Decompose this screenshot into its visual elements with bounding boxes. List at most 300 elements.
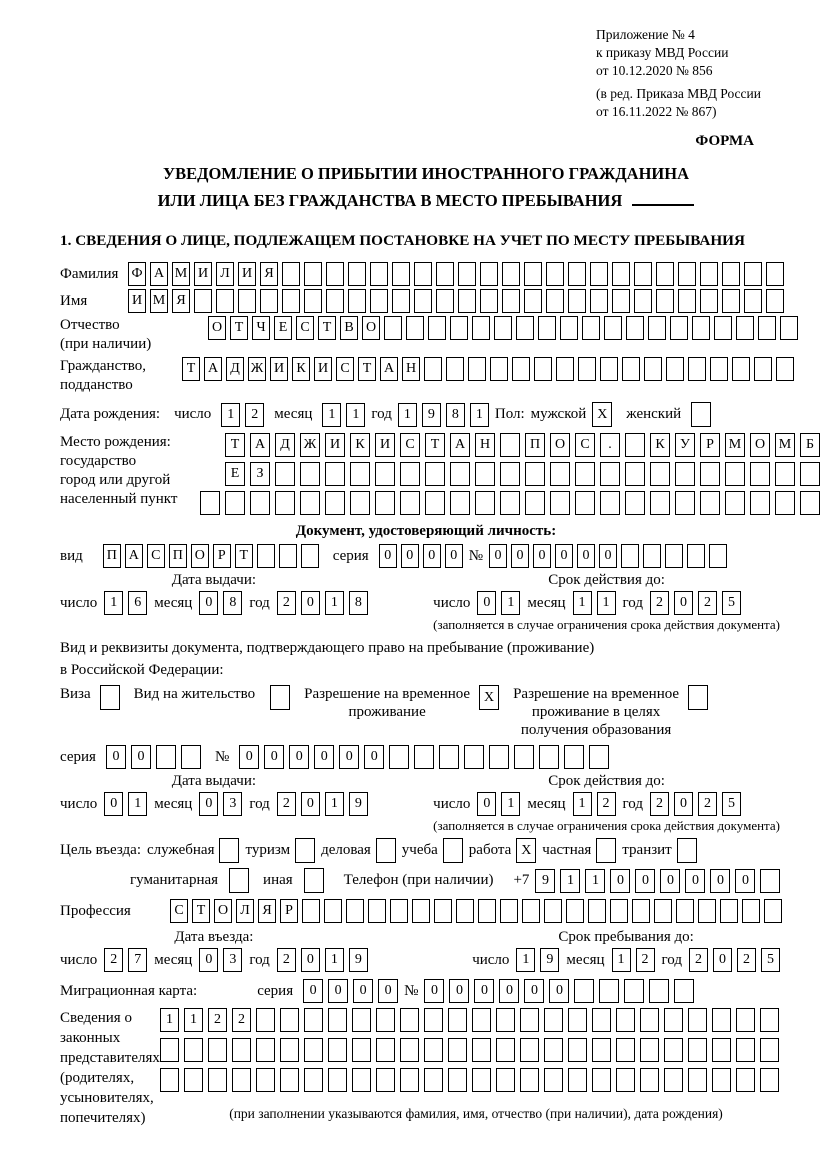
char-cell[interactable] [368, 899, 386, 923]
char-cell[interactable]: 0 [289, 745, 309, 769]
char-cell[interactable] [616, 1008, 635, 1032]
char-cell[interactable] [700, 262, 718, 286]
phone-input[interactable] [535, 869, 780, 893]
gender-male-checkbox[interactable]: X [592, 402, 612, 427]
char-cell[interactable]: 1 [560, 869, 580, 893]
purpose-transit-checkbox[interactable] [677, 838, 697, 863]
char-cell[interactable]: 0 [328, 979, 348, 1003]
residence-number-input[interactable] [239, 745, 609, 769]
char-cell[interactable] [400, 462, 420, 486]
char-cell[interactable] [544, 1068, 563, 1092]
purpose-business-checkbox[interactable] [376, 838, 396, 863]
identity-doc-kind-input[interactable] [103, 544, 319, 568]
char-cell[interactable] [643, 544, 661, 568]
char-cell[interactable]: 2 [277, 591, 296, 615]
char-cell[interactable] [208, 1038, 227, 1062]
char-cell[interactable] [375, 462, 395, 486]
char-cell[interactable] [560, 316, 578, 340]
char-cell[interactable] [625, 491, 645, 515]
char-cell[interactable]: С [336, 357, 354, 381]
char-cell[interactable] [414, 745, 434, 769]
char-cell[interactable] [574, 979, 594, 1003]
char-cell[interactable] [626, 316, 644, 340]
char-cell[interactable] [160, 1068, 179, 1092]
char-cell[interactable] [424, 1038, 443, 1062]
char-cell[interactable] [710, 357, 728, 381]
birthdate-month-input[interactable] [322, 403, 365, 427]
char-cell[interactable]: 9 [535, 869, 555, 893]
char-cell[interactable] [750, 462, 770, 486]
char-cell[interactable]: 0 [477, 792, 496, 816]
char-cell[interactable] [649, 979, 669, 1003]
char-cell[interactable]: 0 [339, 745, 359, 769]
residence-expiry-year[interactable] [650, 792, 741, 816]
char-cell[interactable]: 1 [104, 591, 123, 615]
stay-month[interactable] [612, 948, 655, 972]
char-cell[interactable] [700, 491, 720, 515]
char-cell[interactable] [568, 1068, 587, 1092]
char-cell[interactable] [589, 745, 609, 769]
char-cell[interactable] [184, 1068, 203, 1092]
char-cell[interactable]: Т [192, 899, 210, 923]
representatives-input-line1[interactable] [160, 1008, 792, 1032]
char-cell[interactable]: К [650, 433, 670, 457]
char-cell[interactable] [732, 357, 750, 381]
char-cell[interactable] [736, 1068, 755, 1092]
char-cell[interactable] [160, 1038, 179, 1062]
char-cell[interactable]: 1 [184, 1008, 203, 1032]
char-cell[interactable] [550, 462, 570, 486]
char-cell[interactable] [616, 1038, 635, 1062]
char-cell[interactable] [325, 462, 345, 486]
char-cell[interactable] [764, 899, 782, 923]
temp-residence-edu-checkbox[interactable] [688, 685, 708, 710]
char-cell[interactable]: 0 [303, 979, 323, 1003]
char-cell[interactable] [250, 491, 270, 515]
char-cell[interactable] [326, 262, 344, 286]
char-cell[interactable] [590, 262, 608, 286]
char-cell[interactable] [582, 316, 600, 340]
birthplace-input-line3[interactable] [200, 491, 820, 515]
purpose-humanitarian-checkbox[interactable] [229, 868, 249, 893]
representatives-input-line3[interactable] [160, 1068, 792, 1092]
char-cell[interactable] [675, 462, 695, 486]
char-cell[interactable] [687, 544, 705, 568]
char-cell[interactable]: 2 [650, 591, 669, 615]
char-cell[interactable] [678, 289, 696, 313]
char-cell[interactable] [275, 462, 295, 486]
char-cell[interactable] [502, 289, 520, 313]
char-cell[interactable]: О [191, 544, 209, 568]
purpose-work-checkbox[interactable]: X [516, 838, 536, 863]
char-cell[interactable] [428, 316, 446, 340]
birthplace-input-line1[interactable] [225, 433, 820, 457]
purpose-study-checkbox[interactable] [443, 838, 463, 863]
char-cell[interactable] [524, 289, 542, 313]
char-cell[interactable]: 0 [511, 544, 529, 568]
entry-day[interactable] [104, 948, 147, 972]
char-cell[interactable]: 2 [208, 1008, 227, 1032]
char-cell[interactable] [592, 1038, 611, 1062]
char-cell[interactable] [424, 1068, 443, 1092]
char-cell[interactable]: 1 [470, 403, 489, 427]
char-cell[interactable] [456, 899, 474, 923]
char-cell[interactable]: А [380, 357, 398, 381]
char-cell[interactable] [648, 316, 666, 340]
char-cell[interactable] [775, 491, 795, 515]
birthdate-day-input[interactable] [221, 403, 264, 427]
char-cell[interactable]: 0 [239, 745, 259, 769]
char-cell[interactable]: 0 [301, 948, 320, 972]
char-cell[interactable] [688, 1008, 707, 1032]
char-cell[interactable]: 9 [349, 792, 368, 816]
firstname-input[interactable] [128, 289, 784, 313]
char-cell[interactable]: 1 [516, 948, 535, 972]
char-cell[interactable]: О [362, 316, 380, 340]
char-cell[interactable]: Т [358, 357, 376, 381]
char-cell[interactable]: Т [318, 316, 336, 340]
char-cell[interactable] [640, 1038, 659, 1062]
char-cell[interactable] [370, 289, 388, 313]
char-cell[interactable] [625, 433, 645, 457]
char-cell[interactable]: 0 [424, 979, 444, 1003]
char-cell[interactable] [304, 1008, 323, 1032]
char-cell[interactable]: 8 [446, 403, 465, 427]
char-cell[interactable] [376, 1068, 395, 1092]
char-cell[interactable]: 2 [636, 948, 655, 972]
char-cell[interactable] [496, 1008, 515, 1032]
char-cell[interactable] [744, 289, 762, 313]
char-cell[interactable] [406, 316, 424, 340]
char-cell[interactable] [472, 1068, 491, 1092]
char-cell[interactable]: 2 [698, 591, 717, 615]
char-cell[interactable]: И [128, 289, 146, 313]
char-cell[interactable]: Р [700, 433, 720, 457]
char-cell[interactable]: 2 [698, 792, 717, 816]
char-cell[interactable]: 0 [499, 979, 519, 1003]
char-cell[interactable] [600, 462, 620, 486]
char-cell[interactable]: 5 [722, 792, 741, 816]
char-cell[interactable]: 0 [314, 745, 334, 769]
char-cell[interactable]: 1 [325, 948, 344, 972]
char-cell[interactable] [500, 899, 518, 923]
purpose-other-checkbox[interactable] [304, 868, 324, 893]
char-cell[interactable] [621, 544, 639, 568]
char-cell[interactable] [282, 262, 300, 286]
char-cell[interactable] [389, 745, 409, 769]
char-cell[interactable] [546, 262, 564, 286]
residence-permit-checkbox[interactable] [270, 685, 290, 710]
char-cell[interactable]: А [250, 433, 270, 457]
char-cell[interactable] [458, 289, 476, 313]
residence-issue-month[interactable] [199, 792, 242, 816]
char-cell[interactable] [538, 316, 556, 340]
char-cell[interactable] [200, 491, 220, 515]
char-cell[interactable] [256, 1038, 275, 1062]
char-cell[interactable] [260, 289, 278, 313]
char-cell[interactable] [692, 316, 710, 340]
char-cell[interactable]: 0 [660, 869, 680, 893]
gender-female-checkbox[interactable] [691, 402, 711, 427]
char-cell[interactable] [280, 1068, 299, 1092]
char-cell[interactable] [472, 1008, 491, 1032]
char-cell[interactable]: 0 [635, 869, 655, 893]
char-cell[interactable] [328, 1008, 347, 1032]
char-cell[interactable]: С [400, 433, 420, 457]
char-cell[interactable] [400, 491, 420, 515]
char-cell[interactable]: 2 [277, 948, 296, 972]
char-cell[interactable] [600, 357, 618, 381]
char-cell[interactable]: Ж [300, 433, 320, 457]
char-cell[interactable] [458, 262, 476, 286]
char-cell[interactable] [304, 1038, 323, 1062]
char-cell[interactable] [472, 1038, 491, 1062]
char-cell[interactable] [475, 491, 495, 515]
surname-input[interactable] [128, 262, 784, 286]
char-cell[interactable] [478, 899, 496, 923]
char-cell[interactable] [352, 1008, 371, 1032]
char-cell[interactable]: П [525, 433, 545, 457]
char-cell[interactable] [350, 462, 370, 486]
char-cell[interactable]: Ж [248, 357, 266, 381]
char-cell[interactable] [468, 357, 486, 381]
char-cell[interactable] [568, 1008, 587, 1032]
char-cell[interactable] [208, 1068, 227, 1092]
char-cell[interactable]: 1 [322, 403, 341, 427]
char-cell[interactable]: . [600, 433, 620, 457]
char-cell[interactable] [709, 544, 727, 568]
char-cell[interactable]: Р [213, 544, 231, 568]
char-cell[interactable] [600, 491, 620, 515]
char-cell[interactable] [588, 899, 606, 923]
char-cell[interactable] [464, 745, 484, 769]
char-cell[interactable] [722, 289, 740, 313]
char-cell[interactable]: П [169, 544, 187, 568]
char-cell[interactable]: 0 [364, 745, 384, 769]
char-cell[interactable] [714, 316, 732, 340]
char-cell[interactable] [566, 899, 584, 923]
char-cell[interactable] [590, 289, 608, 313]
representatives-input-line2[interactable] [160, 1038, 792, 1062]
char-cell[interactable]: 1 [325, 792, 344, 816]
char-cell[interactable]: К [292, 357, 310, 381]
char-cell[interactable] [448, 1068, 467, 1092]
char-cell[interactable] [500, 491, 520, 515]
char-cell[interactable] [676, 899, 694, 923]
char-cell[interactable] [632, 899, 650, 923]
char-cell[interactable] [376, 1038, 395, 1062]
char-cell[interactable]: 0 [378, 979, 398, 1003]
char-cell[interactable] [776, 357, 794, 381]
char-cell[interactable]: 2 [689, 948, 708, 972]
residence-expiry-day[interactable] [477, 792, 520, 816]
char-cell[interactable]: 0 [301, 591, 320, 615]
char-cell[interactable] [539, 745, 559, 769]
char-cell[interactable] [666, 357, 684, 381]
char-cell[interactable] [760, 1008, 779, 1032]
char-cell[interactable]: 0 [445, 544, 463, 568]
char-cell[interactable] [712, 1038, 731, 1062]
char-cell[interactable] [181, 745, 201, 769]
char-cell[interactable] [352, 1068, 371, 1092]
char-cell[interactable] [525, 462, 545, 486]
char-cell[interactable]: Н [402, 357, 420, 381]
char-cell[interactable]: 2 [245, 403, 264, 427]
char-cell[interactable] [725, 491, 745, 515]
char-cell[interactable]: 1 [612, 948, 631, 972]
char-cell[interactable] [400, 1008, 419, 1032]
char-cell[interactable] [674, 979, 694, 1003]
purpose-private-checkbox[interactable] [596, 838, 616, 863]
char-cell[interactable] [760, 869, 780, 893]
char-cell[interactable] [350, 491, 370, 515]
char-cell[interactable] [766, 289, 784, 313]
char-cell[interactable] [544, 1038, 563, 1062]
char-cell[interactable]: 0 [710, 869, 730, 893]
char-cell[interactable] [325, 491, 345, 515]
char-cell[interactable]: Е [274, 316, 292, 340]
char-cell[interactable] [496, 1038, 515, 1062]
char-cell[interactable]: Ч [252, 316, 270, 340]
stay-year[interactable] [689, 948, 780, 972]
char-cell[interactable]: 0 [489, 544, 507, 568]
char-cell[interactable] [448, 1038, 467, 1062]
char-cell[interactable] [800, 462, 820, 486]
char-cell[interactable] [520, 1038, 539, 1062]
char-cell[interactable] [775, 462, 795, 486]
char-cell[interactable] [450, 316, 468, 340]
char-cell[interactable]: 0 [301, 792, 320, 816]
char-cell[interactable] [425, 462, 445, 486]
char-cell[interactable] [612, 289, 630, 313]
char-cell[interactable]: П [103, 544, 121, 568]
char-cell[interactable]: 3 [223, 948, 242, 972]
char-cell[interactable] [348, 289, 366, 313]
char-cell[interactable]: И [375, 433, 395, 457]
char-cell[interactable]: 0 [264, 745, 284, 769]
char-cell[interactable]: 1 [325, 591, 344, 615]
char-cell[interactable]: Д [226, 357, 244, 381]
char-cell[interactable]: 0 [555, 544, 573, 568]
char-cell[interactable] [302, 899, 320, 923]
identity-issue-month[interactable] [199, 591, 242, 615]
char-cell[interactable] [348, 262, 366, 286]
identity-expiry-year[interactable] [650, 591, 741, 615]
citizenship-input[interactable] [182, 357, 794, 381]
char-cell[interactable]: 9 [349, 948, 368, 972]
char-cell[interactable] [654, 899, 672, 923]
char-cell[interactable] [326, 289, 344, 313]
entry-year[interactable] [277, 948, 368, 972]
char-cell[interactable] [472, 316, 490, 340]
char-cell[interactable] [760, 1068, 779, 1092]
char-cell[interactable] [700, 462, 720, 486]
char-cell[interactable]: 0 [423, 544, 441, 568]
char-cell[interactable]: А [150, 262, 168, 286]
char-cell[interactable] [568, 262, 586, 286]
char-cell[interactable] [520, 1008, 539, 1032]
char-cell[interactable] [664, 1068, 683, 1092]
char-cell[interactable] [544, 899, 562, 923]
char-cell[interactable] [604, 316, 622, 340]
char-cell[interactable]: 1 [573, 591, 592, 615]
char-cell[interactable] [516, 316, 534, 340]
char-cell[interactable]: 5 [722, 591, 741, 615]
char-cell[interactable] [275, 491, 295, 515]
char-cell[interactable] [750, 491, 770, 515]
temp-residence-checkbox[interactable]: X [479, 685, 499, 710]
char-cell[interactable]: 0 [104, 792, 123, 816]
char-cell[interactable] [564, 745, 584, 769]
visa-checkbox[interactable] [100, 685, 120, 710]
profession-input[interactable] [170, 899, 782, 923]
char-cell[interactable]: С [170, 899, 188, 923]
char-cell[interactable] [324, 899, 342, 923]
char-cell[interactable]: С [147, 544, 165, 568]
char-cell[interactable]: 0 [674, 591, 693, 615]
char-cell[interactable] [256, 1008, 275, 1032]
char-cell[interactable]: Е [225, 462, 245, 486]
char-cell[interactable]: 0 [199, 591, 218, 615]
char-cell[interactable] [568, 1038, 587, 1062]
char-cell[interactable] [425, 491, 445, 515]
char-cell[interactable]: 0 [474, 979, 494, 1003]
char-cell[interactable] [720, 899, 738, 923]
residence-expiry-month[interactable] [573, 792, 616, 816]
char-cell[interactable] [624, 979, 644, 1003]
char-cell[interactable]: 1 [160, 1008, 179, 1032]
char-cell[interactable] [216, 289, 234, 313]
patronymic-input[interactable] [208, 316, 798, 340]
char-cell[interactable]: К [350, 433, 370, 457]
char-cell[interactable] [644, 357, 662, 381]
char-cell[interactable]: И [238, 262, 256, 286]
stay-day[interactable] [516, 948, 559, 972]
char-cell[interactable]: 1 [501, 792, 520, 816]
char-cell[interactable]: 0 [199, 792, 218, 816]
char-cell[interactable] [370, 262, 388, 286]
char-cell[interactable]: Ф [128, 262, 146, 286]
char-cell[interactable]: 0 [533, 544, 551, 568]
char-cell[interactable] [232, 1038, 251, 1062]
char-cell[interactable] [392, 262, 410, 286]
char-cell[interactable] [688, 1038, 707, 1062]
char-cell[interactable] [494, 316, 512, 340]
char-cell[interactable] [612, 262, 630, 286]
char-cell[interactable] [256, 1068, 275, 1092]
char-cell[interactable]: 0 [524, 979, 544, 1003]
char-cell[interactable]: 9 [422, 403, 441, 427]
char-cell[interactable] [502, 262, 520, 286]
char-cell[interactable]: 1 [398, 403, 417, 427]
char-cell[interactable] [414, 289, 432, 313]
char-cell[interactable] [450, 491, 470, 515]
char-cell[interactable] [280, 1008, 299, 1032]
char-cell[interactable] [514, 745, 534, 769]
char-cell[interactable] [434, 899, 452, 923]
char-cell[interactable]: Я [172, 289, 190, 313]
char-cell[interactable]: 0 [713, 948, 732, 972]
char-cell[interactable] [556, 357, 574, 381]
char-cell[interactable] [520, 1068, 539, 1092]
char-cell[interactable] [592, 1068, 611, 1092]
char-cell[interactable]: А [450, 433, 470, 457]
char-cell[interactable]: 0 [353, 979, 373, 1003]
entry-month[interactable] [199, 948, 242, 972]
char-cell[interactable] [475, 462, 495, 486]
char-cell[interactable] [300, 491, 320, 515]
char-cell[interactable]: 0 [379, 544, 397, 568]
